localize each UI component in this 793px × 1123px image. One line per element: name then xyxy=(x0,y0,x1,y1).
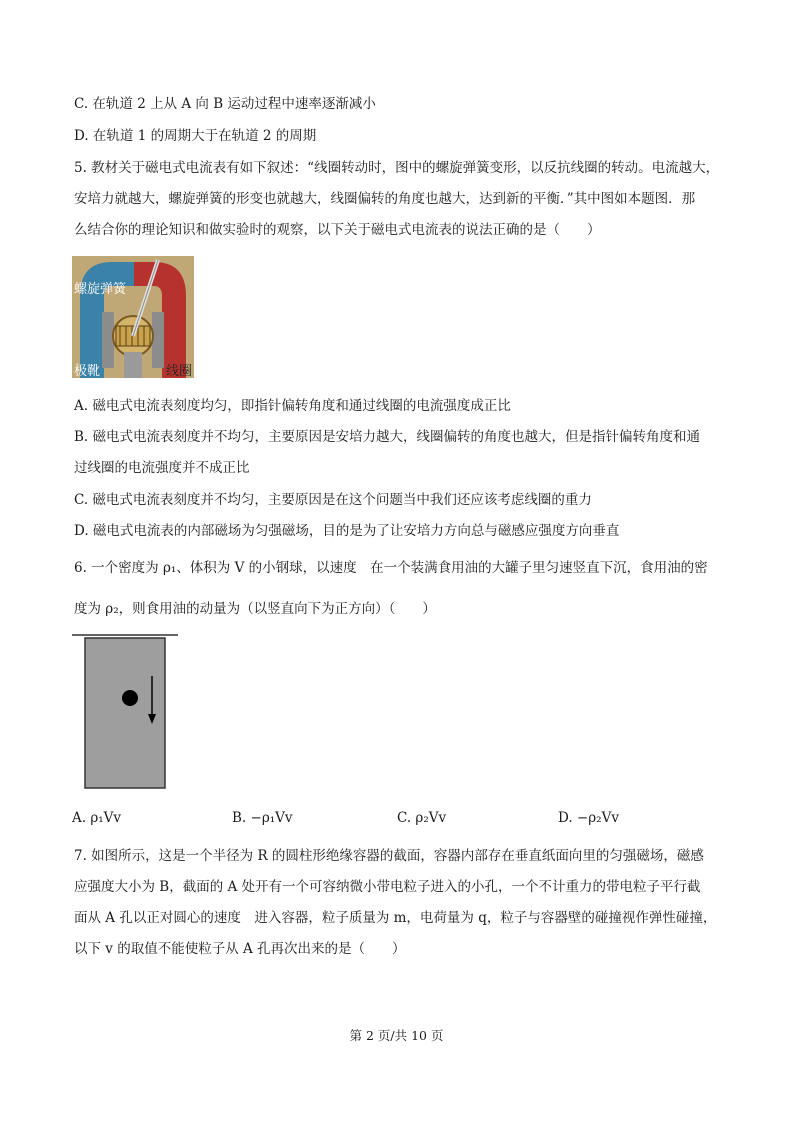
label-coil: 线圈 xyxy=(166,364,193,379)
galvanometer-figure xyxy=(72,256,194,378)
oil-tank-figure xyxy=(72,632,178,792)
q4-option-d: D. 在轨道 1 的周期大于在轨道 2 的周期 xyxy=(74,128,317,144)
q5-stem-line-3: 么结合你的理论知识和做实验时的观察，以下关于磁电式电流表的说法正确的是（ ） xyxy=(74,222,601,238)
label-spiral-spring: 螺旋弹簧 xyxy=(74,282,127,297)
q5-option-b-line-2: 过线圈的电流强度并不成正比 xyxy=(74,460,250,476)
q7-stem-line-3: 面从 A 孔以正对圆心的速度 进入容器，粒子质量为 m，电荷量为 q，粒子与容器壁的碰撞视作弹性碰撞， xyxy=(74,910,717,926)
q6-option-a: A. ρ₁Vv xyxy=(72,810,122,826)
q4-option-c: C. 在轨道 2 上从 A 向 B 运动过程中速率逐渐减小 xyxy=(74,96,376,112)
q5-stem-line-2: 安培力就越大，螺旋弹簧的形变也就越大，线圈偏转的角度也越大，达到新的平衡．”其中图如本题图．那 xyxy=(74,191,696,207)
q6-option-c: C. ρ₂Vv xyxy=(397,810,447,826)
q5-option-c: C. 磁电式电流表刻度并不均匀，主要原因是在这个问题当中我们还应该考虑线圈的重力 xyxy=(74,492,592,508)
q7-stem-line-4: 以下 v 的取值不能使粒子从 A 孔再次出来的是（ ） xyxy=(74,941,406,957)
label-pole-shoe: 极靴 xyxy=(74,364,101,379)
q5-option-b-line-1: B. 磁电式电流表刻度并不均匀，主要原因是安培力越大，线圈偏转的角度也越大，但是指针偏转角度和通 xyxy=(74,429,701,445)
q6-stem-line-1: 6. 一个密度为 ρ₁、体积为 V 的小钢球，以速度 在一个装满食用油的大罐子里匀速竖直下沉，食用油的密 xyxy=(74,560,708,576)
q5-option-d: D. 磁电式电流表的内部磁场为匀强磁场，目的是为了让安培力方向总与磁感应强度方向垂直 xyxy=(74,523,620,539)
page-footer: 第 2 页/共 10 页 xyxy=(349,1028,444,1043)
q5-stem-line-1: 5. 教材关于磁电式电流表有如下叙述：“线圈转动时，图中的螺旋弹簧变形，以反抗线圈的转动。电流越大， xyxy=(74,160,720,176)
steel-ball xyxy=(122,690,138,706)
q5-option-a: A. 磁电式电流表刻度均匀，即指针偏转角度和通过线圈的电流强度成正比 xyxy=(74,398,511,414)
q6-option-b: B. −ρ₁Vv xyxy=(232,810,293,826)
q7-stem-line-2: 应强度大小为 B，截面的 A 处开有一个可容纳微小带电粒子进入的小孔，一个不计重力的带电粒子平行截 xyxy=(74,879,701,895)
q7-stem-line-1: 7. 如图所示，这是一个半径为 R 的圆柱形绝缘容器的截面，容器内部存在垂直纸面向里的匀强磁场，磁感 xyxy=(74,848,704,864)
q6-option-d: D. −ρ₂Vv xyxy=(558,810,619,826)
q6-stem-line-2: 度为 ρ₂，则食用油的动量为（以竖直向下为正方向）（ ） xyxy=(74,601,436,617)
